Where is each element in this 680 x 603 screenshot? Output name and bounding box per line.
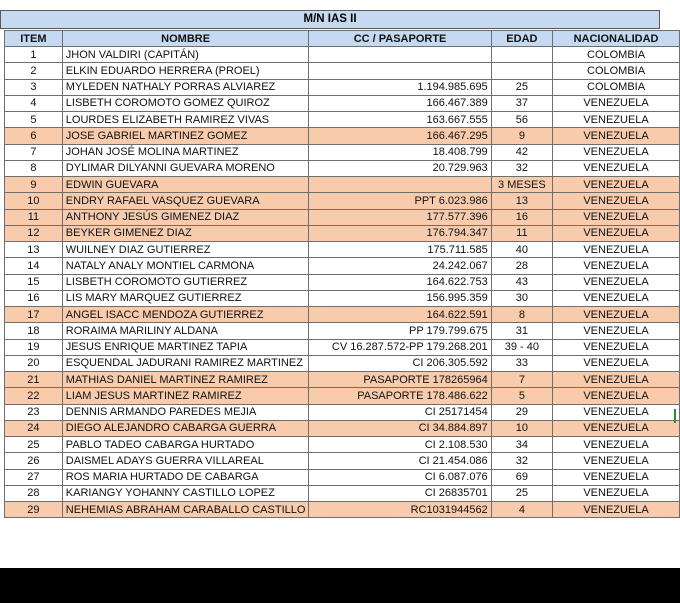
table-row — [5, 453, 680, 469]
table-row — [5, 79, 680, 95]
cell-nacionalidad: VENEZUELA — [553, 258, 680, 274]
header-edad: EDAD — [491, 31, 552, 47]
cell-nombre: ESQUENDAL JADURANI RAMIREZ MARTINEZ — [62, 355, 309, 371]
cell-edad: 8 — [491, 307, 552, 323]
cell-item: 10 — [5, 193, 63, 209]
table-title: M/N IAS II — [0, 10, 660, 29]
cell-cc-pasaporte: CI 21.454.086 — [309, 453, 491, 469]
cell-edad: 30 — [491, 290, 552, 306]
table-row — [5, 242, 680, 258]
header-item: ITEM — [5, 31, 63, 47]
table-row — [5, 225, 680, 241]
cell-item: 14 — [5, 258, 63, 274]
cell-nacionalidad: VENEZUELA — [553, 209, 680, 225]
table-row — [5, 290, 680, 306]
cell-nombre: JESUS ENRIQUE MARTINEZ TAPIA — [62, 339, 309, 355]
cell-nacionalidad: VENEZUELA — [553, 274, 680, 290]
table-row — [5, 307, 680, 323]
table-row — [5, 485, 680, 501]
cell-nombre: KARIANGY YOHANNY CASTILLO LOPEZ — [62, 485, 309, 501]
header-nombre: NOMBRE — [62, 31, 309, 47]
header-nacionalidad: NACIONALIDAD — [553, 31, 680, 47]
cell-edad: 4 — [491, 502, 552, 518]
cell-cc-pasaporte — [309, 47, 491, 63]
cell-nombre: ROS MARIA HURTADO DE CABARGA — [62, 469, 309, 485]
cell-nombre: JHON VALDIRI (CAPITÁN) — [62, 47, 309, 63]
cell-item: 11 — [5, 209, 63, 225]
cell-cc-pasaporte: CI 26835701 — [309, 485, 491, 501]
cell-nacionalidad: VENEZUELA — [553, 437, 680, 453]
cell-nacionalidad: VENEZUELA — [553, 95, 680, 111]
cell-item: 4 — [5, 95, 63, 111]
cell-nombre: JOHAN JOSÉ MOLINA MARTINEZ — [62, 144, 309, 160]
cell-nacionalidad: VENEZUELA — [553, 225, 680, 241]
cell-nombre: EDWIN GUEVARA — [62, 177, 309, 193]
cell-item: 24 — [5, 420, 63, 436]
cell-edad: 56 — [491, 112, 552, 128]
table-row — [5, 355, 680, 371]
table-row — [5, 469, 680, 485]
cell-nombre: DYLIMAR DILYANNI GUEVARA MORENO — [62, 160, 309, 176]
table-row — [5, 274, 680, 290]
cell-nombre: DENNIS ARMANDO PAREDES MEJIA — [62, 404, 309, 420]
cell-nacionalidad: VENEZUELA — [553, 242, 680, 258]
cell-edad: 32 — [491, 453, 552, 469]
cell-nacionalidad: VENEZUELA — [553, 388, 680, 404]
cell-cc-pasaporte: PASAPORTE 178265964 — [309, 372, 491, 388]
cell-cc-pasaporte: 156.995.359 — [309, 290, 491, 306]
cell-nacionalidad: COLOMBIA — [553, 47, 680, 63]
cell-edad: 11 — [491, 225, 552, 241]
cell-nombre: MATHIAS DANIEL MARTINEZ RAMIREZ — [62, 372, 309, 388]
cell-edad: 5 — [491, 388, 552, 404]
cell-nombre: PABLO TADEO CABARGA HURTADO — [62, 437, 309, 453]
cell-nombre: WUILNEY DIAZ GUTIERREZ — [62, 242, 309, 258]
table-row — [5, 47, 680, 63]
cell-cc-pasaporte: 18.408.799 — [309, 144, 491, 160]
cell-cc-pasaporte: 176.794.347 — [309, 225, 491, 241]
cell-nacionalidad: VENEZUELA — [553, 128, 680, 144]
cell-nombre: MYLEDEN NATHALY PORRAS ALVIAREZ — [62, 79, 309, 95]
header-cc-pasaporte: CC / PASAPORTE — [309, 31, 491, 47]
cell-cc-pasaporte: 1.194.985.695 — [309, 79, 491, 95]
cell-edad — [491, 63, 552, 79]
table-row — [5, 112, 680, 128]
cell-nacionalidad: VENEZUELA — [553, 355, 680, 371]
cell-nacionalidad: VENEZUELA — [553, 112, 680, 128]
cell-nombre: NATALY ANALY MONTIEL CARMONA — [62, 258, 309, 274]
cell-edad: 33 — [491, 355, 552, 371]
cell-item: 29 — [5, 502, 63, 518]
cell-nacionalidad: VENEZUELA — [553, 502, 680, 518]
cell-edad: 13 — [491, 193, 552, 209]
table-row — [5, 258, 680, 274]
cell-cc-pasaporte: PASAPORTE 178.486.622 — [309, 388, 491, 404]
cell-nacionalidad: VENEZUELA — [553, 339, 680, 355]
cell-edad: 31 — [491, 323, 552, 339]
cell-nacionalidad: VENEZUELA — [553, 144, 680, 160]
table-row — [5, 388, 680, 404]
cell-item: 13 — [5, 242, 63, 258]
cell-cc-pasaporte: 20.729.963 — [309, 160, 491, 176]
table-row — [5, 95, 680, 111]
cell-edad: 69 — [491, 469, 552, 485]
table-row — [5, 437, 680, 453]
cell-item: 16 — [5, 290, 63, 306]
table-row — [5, 193, 680, 209]
cell-cc-pasaporte: 24.242.067 — [309, 258, 491, 274]
cell-item: 5 — [5, 112, 63, 128]
cell-item: 17 — [5, 307, 63, 323]
cell-item: 28 — [5, 485, 63, 501]
cell-nacionalidad: VENEZUELA — [553, 453, 680, 469]
table-row — [5, 339, 680, 355]
cell-cc-pasaporte: 163.667.555 — [309, 112, 491, 128]
cell-cc-pasaporte: CI 206.305.592 — [309, 355, 491, 371]
cell-cc-pasaporte: PP 179.799.675 — [309, 323, 491, 339]
table-row — [5, 177, 680, 193]
cell-edad: 16 — [491, 209, 552, 225]
cell-nombre: NEHEMIAS ABRAHAM CARABALLO CASTILLO — [62, 502, 309, 518]
cell-edad: 34 — [491, 437, 552, 453]
cell-nombre: ANTHONY JESÚS GIMENEZ DIAZ — [62, 209, 309, 225]
cell-nombre: LIAM JESUS MARTINEZ RAMIREZ — [62, 388, 309, 404]
cell-edad: 32 — [491, 160, 552, 176]
table-row — [5, 502, 680, 518]
cell-nombre: ANGEL ISACC MENDOZA GUTIERREZ — [62, 307, 309, 323]
cell-cc-pasaporte: CI 6.087.076 — [309, 469, 491, 485]
table-row — [5, 420, 680, 436]
cell-edad: 9 — [491, 128, 552, 144]
cell-item: 21 — [5, 372, 63, 388]
cell-item: 20 — [5, 355, 63, 371]
cell-nacionalidad: VENEZUELA — [553, 160, 680, 176]
cell-nombre: ENDRY RAFAEL VASQUEZ GUEVARA — [62, 193, 309, 209]
cell-item: 9 — [5, 177, 63, 193]
cell-cc-pasaporte — [309, 177, 491, 193]
cell-nacionalidad: COLOMBIA — [553, 79, 680, 95]
cell-nombre: ELKIN EDUARDO HERRERA (PROEL) — [62, 63, 309, 79]
table-body — [5, 47, 680, 518]
cell-item: 27 — [5, 469, 63, 485]
cell-edad: 28 — [491, 258, 552, 274]
cell-cc-pasaporte: 164.622.753 — [309, 274, 491, 290]
cell-nombre: LISBETH COROMOTO GUTIERREZ — [62, 274, 309, 290]
passenger-table — [4, 30, 680, 518]
title-bar-gap — [660, 10, 680, 29]
cell-edad: 43 — [491, 274, 552, 290]
cell-nombre: DIEGO ALEJANDRO CABARGA GUERRA — [62, 420, 309, 436]
cell-edad: 37 — [491, 95, 552, 111]
cell-cc-pasaporte: 177.577.396 — [309, 209, 491, 225]
cell-selection-marker — [674, 409, 676, 423]
header-row — [5, 31, 680, 47]
cell-edad: 25 — [491, 79, 552, 95]
cell-nombre: JOSE GABRIEL MARTINEZ GOMEZ — [62, 128, 309, 144]
table-row — [5, 63, 680, 79]
cell-item: 25 — [5, 437, 63, 453]
cell-edad: 25 — [491, 485, 552, 501]
cell-edad: 39 - 40 — [491, 339, 552, 355]
cell-nacionalidad: VENEZUELA — [553, 323, 680, 339]
cell-cc-pasaporte: CI 25171454 — [309, 404, 491, 420]
cell-nacionalidad: VENEZUELA — [553, 307, 680, 323]
cell-item: 18 — [5, 323, 63, 339]
cell-nacionalidad: VENEZUELA — [553, 485, 680, 501]
cell-nacionalidad: VENEZUELA — [553, 177, 680, 193]
cell-nacionalidad: VENEZUELA — [553, 193, 680, 209]
cell-item: 6 — [5, 128, 63, 144]
cell-nombre: LIS MARY MARQUEZ GUTIERREZ — [62, 290, 309, 306]
cell-cc-pasaporte: 175.711.585 — [309, 242, 491, 258]
cell-item: 26 — [5, 453, 63, 469]
cell-item: 7 — [5, 144, 63, 160]
cell-item: 12 — [5, 225, 63, 241]
table-row — [5, 323, 680, 339]
cell-item: 23 — [5, 404, 63, 420]
cell-edad: 3 MESES — [491, 177, 552, 193]
cell-nacionalidad: VENEZUELA — [553, 404, 680, 420]
table-row — [5, 209, 680, 225]
cell-cc-pasaporte: CI 34.884.897 — [309, 420, 491, 436]
cell-item: 19 — [5, 339, 63, 355]
cell-edad: 40 — [491, 242, 552, 258]
cell-nacionalidad: VENEZUELA — [553, 290, 680, 306]
cell-nombre: RORAIMA MARILINY ALDANA — [62, 323, 309, 339]
cell-nacionalidad: VENEZUELA — [553, 420, 680, 436]
table-row — [5, 404, 680, 420]
cell-nacionalidad: VENEZUELA — [553, 372, 680, 388]
cell-item: 2 — [5, 63, 63, 79]
table-row — [5, 144, 680, 160]
cell-cc-pasaporte: PPT 6.023.986 — [309, 193, 491, 209]
cell-cc-pasaporte: CV 16.287.572-PP 179.268.201 — [309, 339, 491, 355]
cell-edad — [491, 47, 552, 63]
cell-cc-pasaporte: 166.467.295 — [309, 128, 491, 144]
cell-nombre: DAISMEL ADAYS GUERRA VILLAREAL — [62, 453, 309, 469]
cell-nacionalidad: COLOMBIA — [553, 63, 680, 79]
cell-nombre: BEYKER GIMENEZ DIAZ — [62, 225, 309, 241]
cell-cc-pasaporte — [309, 63, 491, 79]
cell-edad: 10 — [491, 420, 552, 436]
cell-cc-pasaporte: 164.622.591 — [309, 307, 491, 323]
cell-cc-pasaporte: 166.467.389 — [309, 95, 491, 111]
cell-edad: 42 — [491, 144, 552, 160]
cell-cc-pasaporte: CI 2.108.530 — [309, 437, 491, 453]
cell-cc-pasaporte: RC1031944562 — [309, 502, 491, 518]
cell-nacionalidad: VENEZUELA — [553, 469, 680, 485]
cell-item: 1 — [5, 47, 63, 63]
cell-item: 8 — [5, 160, 63, 176]
cell-edad: 29 — [491, 404, 552, 420]
cell-edad: 7 — [491, 372, 552, 388]
cell-nombre: LISBETH COROMOTO GOMEZ QUIROZ — [62, 95, 309, 111]
cell-item: 15 — [5, 274, 63, 290]
table-row — [5, 128, 680, 144]
table-row — [5, 372, 680, 388]
cell-item: 3 — [5, 79, 63, 95]
cell-nombre: LOURDES ELIZABETH RAMIREZ VIVAS — [62, 112, 309, 128]
cell-item: 22 — [5, 388, 63, 404]
table-row — [5, 160, 680, 176]
